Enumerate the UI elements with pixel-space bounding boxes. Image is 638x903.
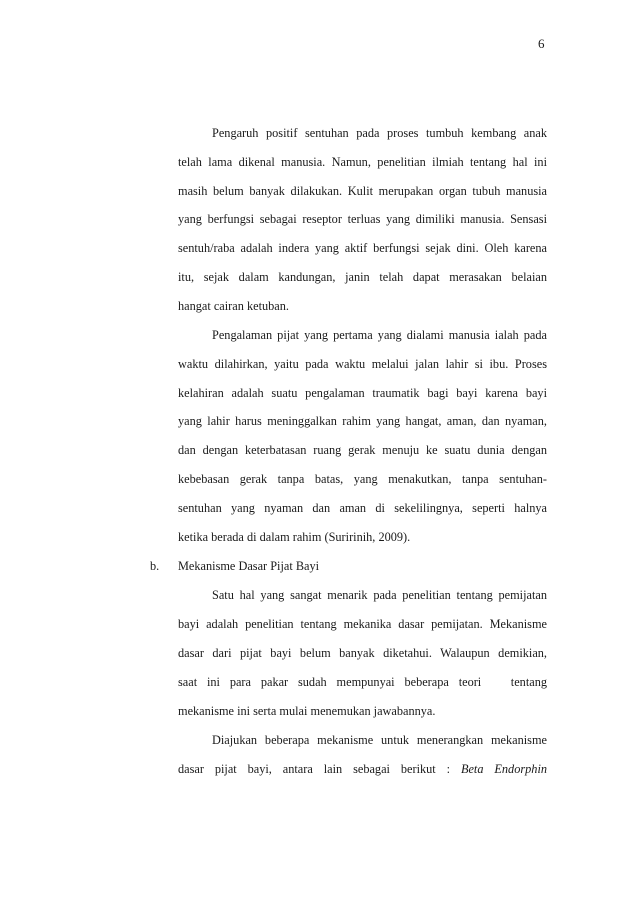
paragraph-2-line-1: Pengalaman pijat yang pertama yang dialami manusia ialah pada (212, 328, 547, 342)
paragraph-3-line-1: Satu hal yang sangat menarik pada penelitian tentang pemijatan (212, 588, 547, 602)
paragraph-2-line-6: kebebasan gerak tanpa batas, yang menakutkan, tanpa sentuhan- (178, 472, 547, 486)
paragraph-1-line-3: masih belum banyak dilakukan. Kulit merupakan organ tubuh manusia (178, 184, 547, 198)
paragraph-3-line-3: dasar dari pijat bayi belum banyak diketahui. Walaupun demikian, (178, 646, 547, 660)
paragraph-4-line-2 (178, 761, 547, 777)
paragraph-3-line-2: bayi adalah penelitian tentang mekanika dasar pemijatan. Mekanisme (178, 617, 547, 631)
paragraph-4-line-1: Diajukan beberapa mekanisme untuk menerangkan mekanisme (212, 733, 547, 747)
paragraph-3-line-5: mekanisme ini serta mulai menemukan jawabannya. (178, 704, 436, 718)
section-marker: b. (150, 559, 160, 573)
paragraph-4-line-2-text: dasar pijat bayi, antara lain sebagai berikut : (178, 762, 461, 776)
paragraph-1-line-6: itu, sejak dalam kandungan, janin telah dapat merasakan belaian (178, 270, 547, 284)
paragraph-2-line-5: dan dengan keterbatasan ruang gerak menuju ke suatu dunia dengan (178, 443, 547, 457)
paragraph-3-line-4: saat ini para pakar sudah mempunyai beberapa teori tentang (178, 675, 547, 689)
section-heading (150, 558, 319, 574)
paragraph-1-line-1: Pengaruh positif sentuhan pada proses tumbuh kembang anak (212, 126, 547, 140)
paragraph-2-line-8: ketika berada di dalam rahim (Suririnih, 2009). (178, 530, 411, 544)
paragraph-1-line-2: telah lama dikenal manusia. Namun, penelitian ilmiah tentang hal ini (178, 155, 547, 169)
paragraph-1-line-4: yang berfungsi sebagai reseptor terluas yang dimiliki manusia. Sensasi (178, 212, 547, 226)
paragraph-2-line-2: waktu dilahirkan, yaitu pada waktu melalui jalan lahir si ibu. Proses (178, 357, 547, 371)
paragraph-2-line-3: kelahiran adalah suatu pengalaman traumatik bagi bayi karena bayi (178, 386, 547, 400)
paragraph-2-line-4: yang lahir harus meninggalkan rahim yang hangat, aman, dan nyaman, (178, 414, 547, 428)
paragraph-1-line-7: hangat cairan ketuban. (178, 299, 289, 313)
paragraph-1-line-5: sentuh/raba adalah indera yang aktif berfungsi sejak dini. Oleh karena (178, 241, 547, 255)
beta-endorphin-term: Beta Endorphin (460, 762, 548, 776)
page-number: 6 (538, 36, 545, 51)
section-title: Mekanisme Dasar Pijat Bayi (178, 559, 320, 573)
paragraph-2-line-7: sentuhan yang nyaman dan aman di sekelilingnya, seperti halnya (178, 501, 547, 515)
